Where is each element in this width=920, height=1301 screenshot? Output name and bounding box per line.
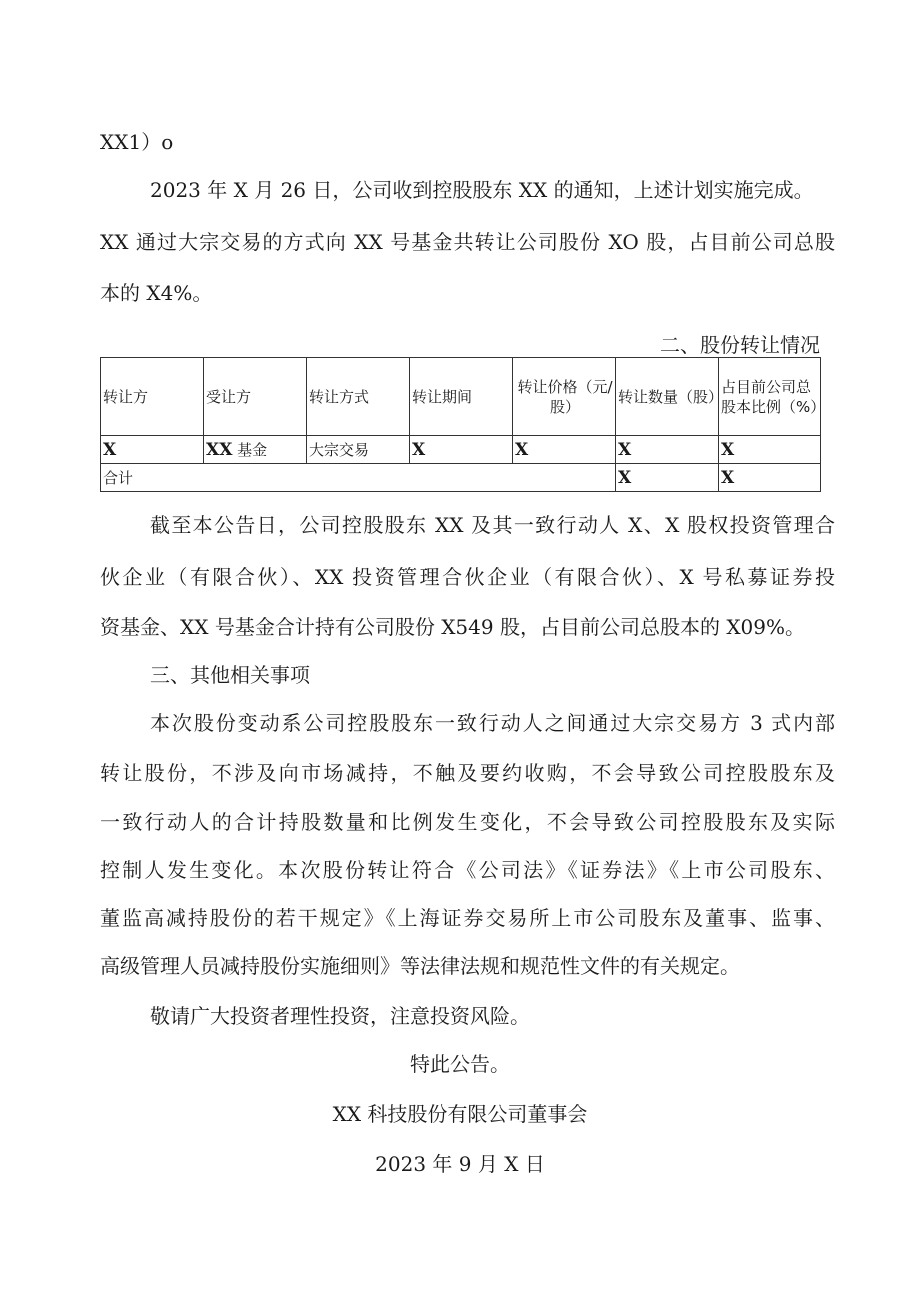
paragraph-4: 敬请广大投资者理性投资，注意投资风险。 (150, 1004, 530, 1028)
cell-ratio: X (719, 436, 821, 464)
header-method: 转让方式 (307, 358, 410, 436)
cell-quantity: X (616, 436, 719, 464)
cell-price: X (513, 436, 616, 464)
paragraph-3-line-3: 一致行动人的合计持股数量和比例发生变化，不会导致公司控股股东及实际 (100, 810, 835, 834)
continued-line: XX1）o (100, 130, 174, 154)
header-price: 转让价格（元/股） (513, 358, 616, 436)
paragraph-2-line-3: 资基金、XX 号基金合计持有公司股份 X549 股，占目前公司总股本的 X09%。 (100, 615, 806, 639)
closing: 特此公告。 (410, 1052, 510, 1076)
cell-period: X (410, 436, 513, 464)
header-quantity: 转让数量（股） (616, 358, 719, 436)
cell-transferor: X (101, 436, 204, 464)
paragraph-3-line-2: 转让股份，不涉及向市场减持，不触及要约收购，不会导致公司控股股东及 (100, 761, 835, 785)
paragraph-1-line-3: 本的 X4%。 (100, 281, 213, 305)
header-transferee: 受让方 (204, 358, 307, 436)
table-row (101, 436, 821, 464)
paragraph-1-line-2: XX 通过大宗交易的方式向 XX 号基金共转让公司股份 XO 股，占目前公司总股 (100, 230, 835, 254)
cell-transferee: XX 基金 (204, 436, 307, 464)
share-transfer-table (100, 357, 826, 492)
paragraph-3-line-4: 控制人发生变化。本次股份转让符合《公司法》《证券法》《上市公司股东、 (100, 858, 835, 882)
paragraph-3-line-6: 高级管理人员减持股份实施细则》等法律法规和规范性文件的有关规定。 (100, 954, 740, 978)
total-ratio: X (719, 464, 821, 492)
header-period: 转让期间 (410, 358, 513, 436)
total-quantity: X (616, 464, 719, 492)
total-label: 合计 (101, 464, 616, 492)
table-header-row (101, 358, 821, 436)
table-total-row (101, 464, 821, 492)
header-ratio: 占目前公司总股本比例（%） (719, 358, 821, 436)
paragraph-1-line-1: 2023 年 X 月 26 日，公司收到控股股东 XX 的通知，上述计划实施完成。 (150, 178, 814, 202)
paragraph-2-line-1: 截至本公告日，公司控股股东 XX 及其一致行动人 X、X 股权投资管理合 (150, 513, 835, 537)
cell-method: 大宗交易 (307, 436, 410, 464)
section-2-title: 二、股份转让情况 (660, 333, 820, 357)
paragraph-3-line-1: 本次股份变动系公司控股股东一致行动人之间通过大宗交易方 3 式内部 (150, 711, 835, 735)
section-3-title: 三、其他相关事项 (150, 663, 310, 687)
signature: XX 科技股份有限公司董事会 (332, 1102, 588, 1126)
paragraph-2-line-2: 伙企业（有限合伙）、XX 投资管理合伙企业（有限合伙）、X 号私募证券投 (100, 565, 835, 589)
header-transferor: 转让方 (101, 358, 204, 436)
paragraph-3-line-5: 董监高减持股份的若干规定》《上海证券交易所上市公司股东及董事、监事、 (100, 906, 835, 930)
date: 2023 年 9 月 X 日 (375, 1152, 545, 1176)
